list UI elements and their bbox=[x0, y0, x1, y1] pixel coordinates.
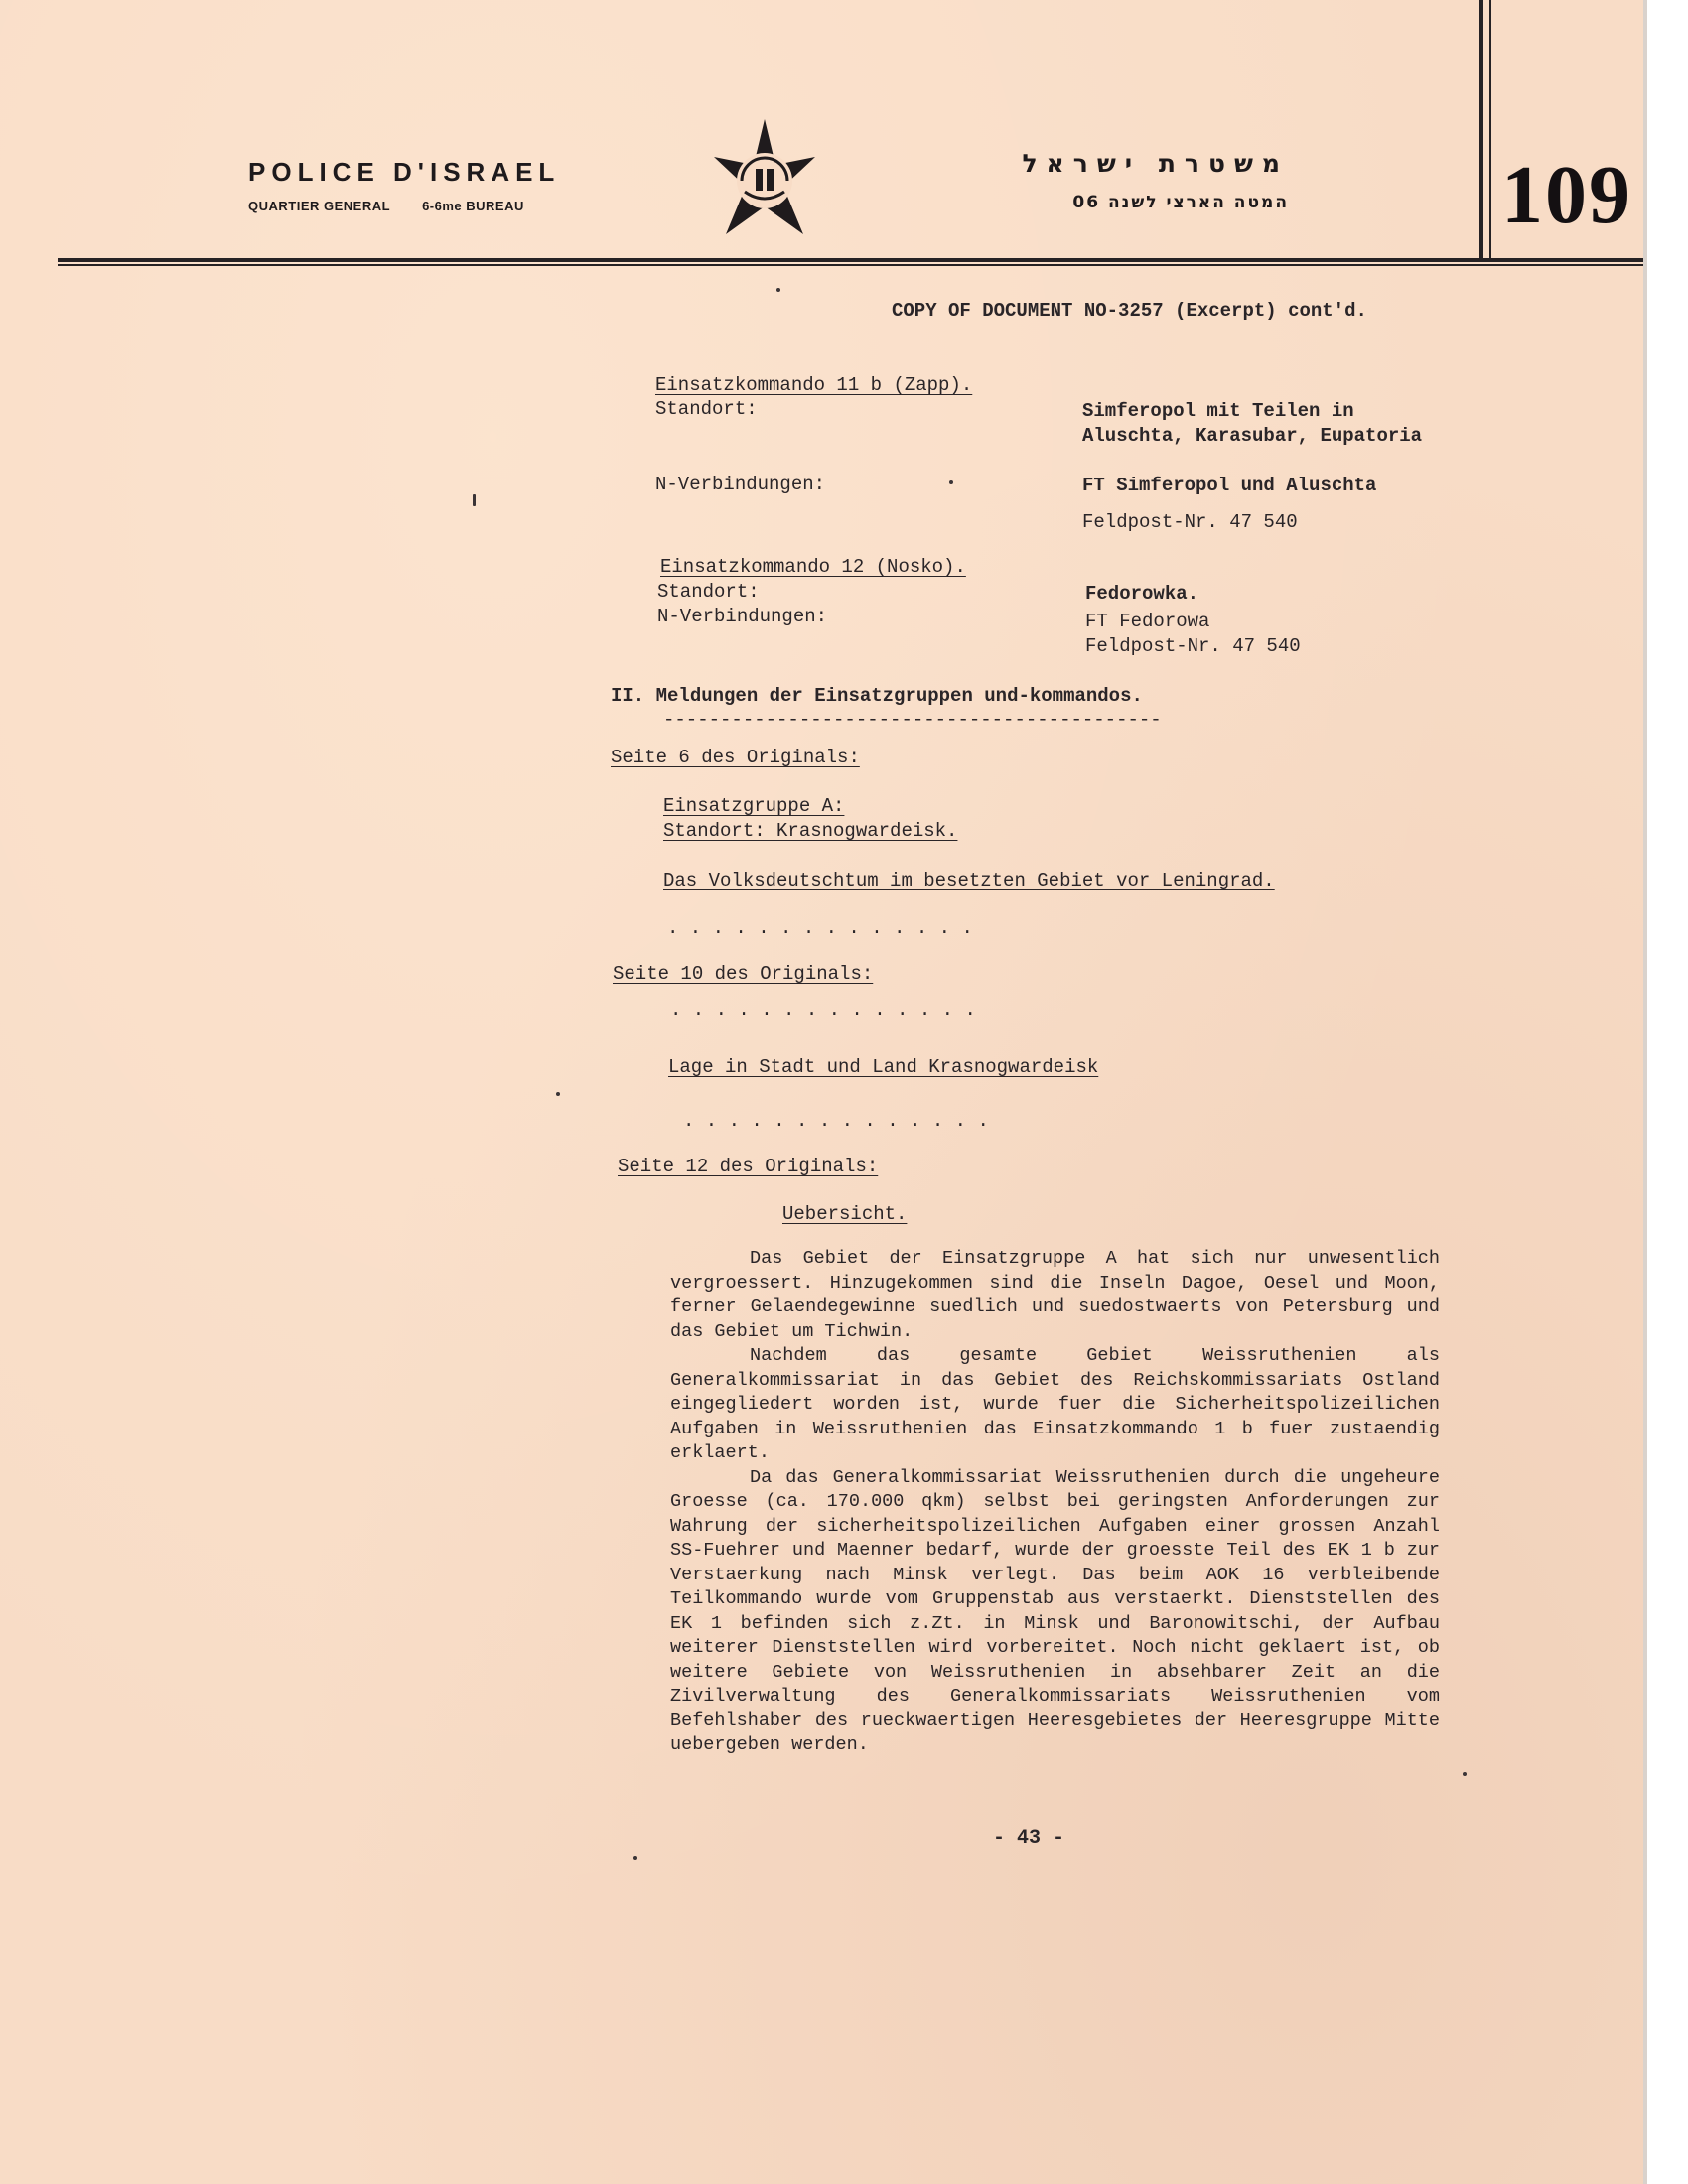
seite-12-label: Seite 12 des Originals: bbox=[618, 1156, 879, 1177]
seite-10-label: Seite 10 des Originals: bbox=[613, 963, 874, 985]
seite-6-ellipsis: . . . . . . . . . . . . . . bbox=[667, 917, 973, 939]
header-rule-thin bbox=[58, 264, 1643, 266]
seite-10-subject: Lage in Stadt und Land Krasnogwardeisk bbox=[668, 1056, 1099, 1078]
kommando-11b-title: Einsatzkommando 11 b (Zapp). bbox=[655, 374, 973, 396]
page-footer-number: - 43 - bbox=[993, 1827, 1065, 1849]
letterhead-french-title: POLICE D'ISRAEL bbox=[248, 157, 561, 187]
header-rule bbox=[58, 258, 1643, 262]
kommando-11b-standort-label: Standort: bbox=[655, 398, 758, 420]
seite-6-einsatzgruppe: Einsatzgruppe A: bbox=[663, 795, 845, 817]
kommando-11b-standort-value-1: Simferopol mit Teilen in bbox=[1082, 400, 1354, 422]
ink-speck bbox=[633, 1856, 637, 1860]
police-star-emblem-icon bbox=[700, 117, 829, 246]
section-2-heading: II. Meldungen der Einsatzgruppen und-kommandos. bbox=[611, 685, 1143, 707]
kommando-12-feldpost: Feldpost-Nr. 47 540 bbox=[1085, 635, 1301, 657]
kommando-11b-feldpost: Feldpost-Nr. 47 540 bbox=[1082, 511, 1298, 533]
body-paragraph-1: Das Gebiet der Einsatzgruppe A hat sich nur unwesentlich vergroessert. Hinzugekommen sind die Inseln Dagoe, Oesel und Moon, ferner Gelaendegewinne suedlich und suedostwaerts von Petersburg und das Gebiet um Tichwin. bbox=[670, 1248, 1440, 1342]
ink-speck bbox=[556, 1092, 560, 1096]
seite-6-subject: Das Volksdeutschtum im besetzten Gebiet vor Leningrad. bbox=[663, 870, 1275, 891]
body-text bbox=[670, 1247, 1440, 1758]
kommando-11b-nv-label: N-Verbindungen: bbox=[655, 474, 826, 495]
seite-12-subtitle: Uebersicht. bbox=[782, 1203, 908, 1225]
kommando-12-standort-value: Fedorowka. bbox=[1085, 583, 1199, 605]
letterhead-bureau-label: 6-6me BUREAU bbox=[422, 199, 524, 213]
body-paragraph-3: Da das Generalkommissariat Weissruthenien durch die ungeheure Groesse (ca. 170.000 qkm) selbst bei geringsten Anforderungen zur Wahrung der sicherheitspolizeilichen Aufgaben einer grossen Anzahl SS-Fuehrer und Maenner bedarf, wurde der groesste Teil des EK 1 b zur Verstaerkung nach Minsk verlegt. Das beim AOK 16 verbleibende Teilkommando wurde vom Gruppenstab aus verstaerkt. Dienststellen des EK 1 befinden sich z.Zt. in Minsk und Baronowitschi, der Aufbau weiterer Dienststellen wird vorbereitet. Noch nicht geklaert ist, ob weitere Gebiete von Weissruthenien in absehbarer Zeit an die Zivilverwaltung des Generalkommissariats Weissruthenien vom Befehlshaber des rueckwaertigen Heeresgebietes der Heeresgruppe Mitte uebergeben werden. bbox=[670, 1466, 1440, 1755]
ink-speck bbox=[1463, 1772, 1467, 1776]
letterhead-hq-label: QUARTIER GENERAL bbox=[248, 199, 391, 213]
ink-speck bbox=[776, 288, 780, 292]
seite-6-label: Seite 6 des Originals: bbox=[611, 747, 860, 768]
page-number-stamp: 109 bbox=[1501, 149, 1632, 241]
kommando-11b-nv-value: FT Simferopol und Aluschta bbox=[1082, 475, 1377, 496]
seite-10-ellipsis-1: . . . . . . . . . . . . . . bbox=[670, 999, 976, 1021]
letterhead-hebrew-subtitle: המטה הארצי לשנה 06 bbox=[1072, 193, 1289, 212]
kommando-11b-standort-value-2: Aluschta, Karasubar, Eupatoria bbox=[1082, 425, 1423, 447]
body-paragraph-2: Nachdem das gesamte Gebiet Weissruthenien als Generalkommissariat in das Gebiet des Reichskommissariats Ostland eingegliedert worden ist, wurde fuer die Sicherheitspolizeilichen Aufgaben in Weissruthenien das Einsatzkommando 1 b fuer zustaendig erklaert. bbox=[670, 1345, 1440, 1463]
kommando-12-standort-label: Standort: bbox=[657, 581, 760, 603]
kommando-12-nv-label: N-Verbindungen: bbox=[657, 606, 828, 627]
document-reference: COPY OF DOCUMENT NO-3257 (Excerpt) cont'd. bbox=[892, 300, 1367, 322]
seite-10-ellipsis-2: . . . . . . . . . . . . . . bbox=[683, 1110, 989, 1132]
kommando-12-title: Einsatzkommando 12 (Nosko). bbox=[660, 556, 966, 578]
page-number-divider-thin bbox=[1489, 0, 1491, 260]
ink-speck bbox=[949, 480, 953, 484]
ink-speck bbox=[473, 494, 476, 506]
letterhead-hebrew-title: משטרת ישראל bbox=[1022, 149, 1289, 178]
seite-6-standort: Standort: Krasnogwardeisk. bbox=[663, 820, 958, 842]
letterhead-french-subtitle bbox=[248, 199, 524, 213]
section-2-dash-line: -------------------------------------------- bbox=[663, 709, 1162, 731]
page-number-divider bbox=[1479, 0, 1483, 260]
kommando-12-nv-value: FT Fedorowa bbox=[1085, 611, 1210, 632]
